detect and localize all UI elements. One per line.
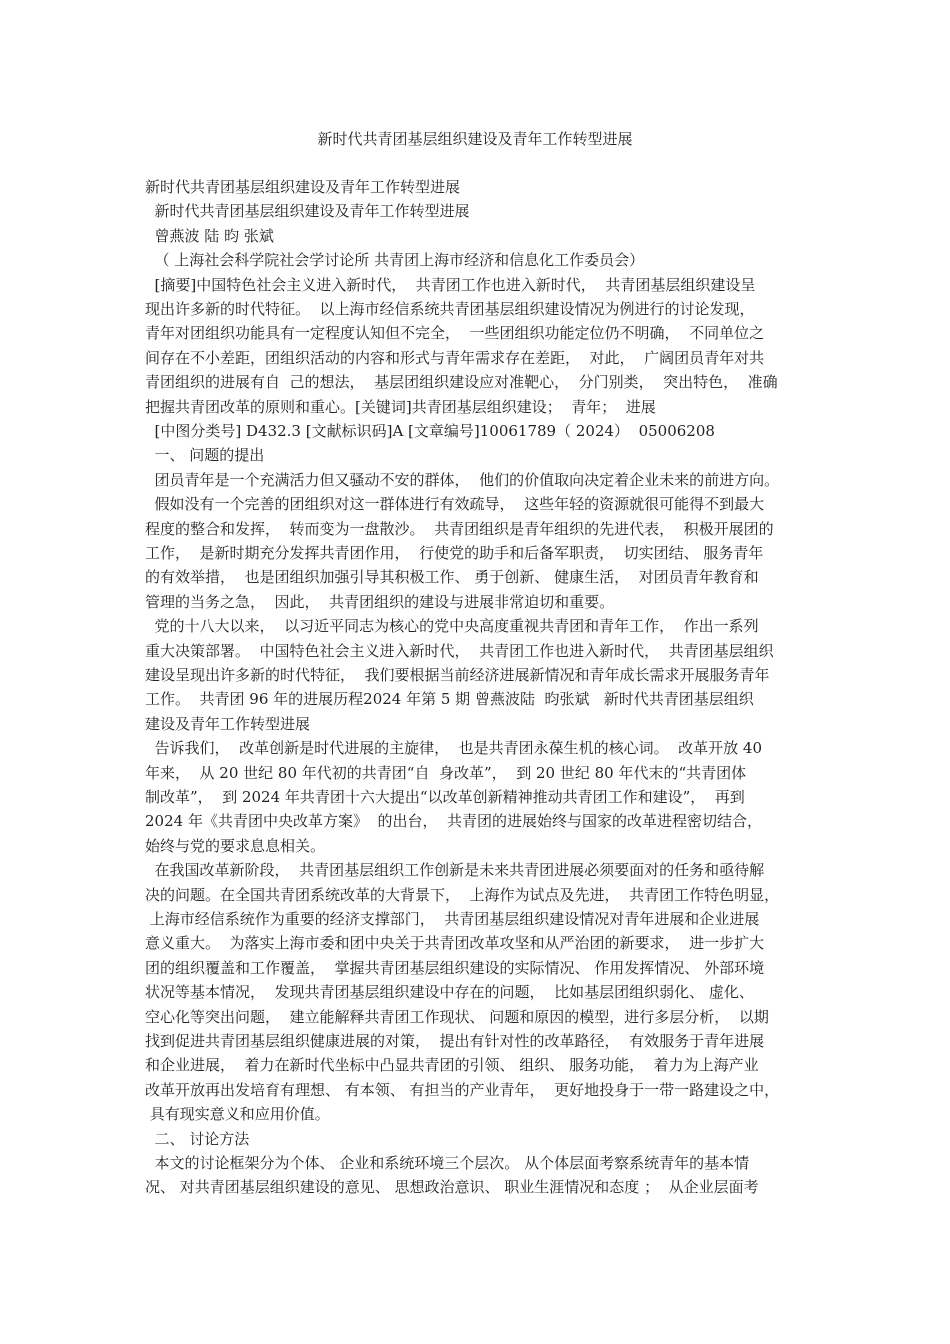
text-line: （ 上海社会科学院社会学讨论所 共青团上海市经济和信息化工作委员会）	[145, 251, 645, 270]
text-line: 制改革”， 到 2024 年共青团十六大提出“以改革创新精神推动共青团工作和建设”， 再到	[145, 788, 745, 806]
text-line: 新时代共青团基层组织建设及青年工作转型进展	[145, 178, 461, 196]
text-line: 党的十八大以来， 以习近平同志为核心的党中央高度重视共青团和青年工作， 作出一系列	[145, 617, 759, 636]
text-line: 建设呈现出许多新的时代特征， 我们要根据当前经济进展新情况和青年成长需求开展服务青年	[145, 666, 770, 684]
text-line: 的有效举措， 也是团组织加强引导其积极工作、 勇于创新、 健康生活， 对团员青年教育和	[145, 568, 759, 587]
text-line: [中图分类号] D432.3 [文献标识码]A [文章编号]10061789（ 2024） 05006208	[145, 422, 715, 440]
text-line: 程度的整合和发挥， 转而变为一盘散沙。 共青团组织是青年组织的先进代表， 积极开展团的	[145, 519, 774, 538]
text-line: 青团组织的进展有自 己的想法， 基层团组织建设应对准靶心， 分门别类， 突出特色， 准确	[145, 373, 778, 392]
text-line: 现出许多新的时代特征。 以上海市经信系统共青团基层组织建设情况为例进行的讨论发现，	[145, 300, 755, 318]
text-line: 青年对团组织功能具有一定程度认知但不完全， 一些团组织功能定位仍不明确， 不同单位之	[145, 324, 765, 343]
text-line: 新时代共青团基层组织建设及青年工作转型进展	[145, 202, 470, 221]
text-line: 空心化等突出问题， 建立能解释共青团工作现状、 问题和原因的模型，进行多层分析， 以期	[145, 1007, 769, 1026]
text-line: 和企业进展， 着力在新时代坐标中凸显共青团的引领、 组织、 服务功能， 着力为上海产业	[145, 1056, 759, 1075]
text-line: 始终与党的要求息息相关。	[145, 836, 326, 855]
text-line: 管理的当务之急， 因此， 共青团组织的建设与进展非常迫切和重要。	[145, 592, 615, 611]
text-line: 重大决策部署。 中国特色社会主义进入新时代， 共青团工作也进入新时代， 共青团基层组织	[145, 641, 774, 660]
text-line: 年来， 从 20 世纪 80 年代初的共青团“自 身改革”， 到 20 世纪 80 年代末的“共青团体	[145, 763, 747, 782]
text-line: 决的问题。在全国共青团系统改革的大背景下， 上海作为试点及先进， 共青团工作特色明显，	[145, 885, 780, 904]
text-line: [摘要]中国特色社会主义进入新时代， 共青团工作也进入新时代， 共青团基层组织建设呈	[145, 275, 756, 294]
text-line: 意义重大。 为落实上海市委和团中央关于共青团改革攻坚和从严治团的新要求， 进一步扩大	[145, 934, 765, 953]
text-line: 工作。 共青团 96 年的进展历程2024 年第 5 期 曾燕波陆 昀张斌 新时代共青团基层组织	[145, 690, 754, 709]
text-line: 本文的讨论框架分为个体、 企业和系统环境三个层次。 从个体层面考察系统青年的基本情	[145, 1154, 750, 1172]
text-line: 曾燕波 陆 昀 张斌	[145, 226, 274, 245]
text-line: 一、 问题的提出	[145, 446, 265, 465]
text-line: 告诉我们， 改革创新是时代进展的主旋律， 也是共青团永葆生机的核心词。 改革开放 40	[145, 739, 763, 758]
text-line: 把握共青团改革的原则和重心。[关键词]共青团基层组织建设； 青年； 进展	[145, 397, 656, 416]
text-line: 二、 讨论方法	[145, 1129, 250, 1148]
text-line: 况、 对共青团基层组织建设的意见、 思想政治意识、 职业生涯情况和态度 ； 从企业层面考	[145, 1178, 759, 1197]
text-line: 具有现实意义和应用价值。	[145, 1105, 330, 1124]
text-line: 2024 年《共青团中央改革方案》 的出台， 共青团的进展始终与国家的改革进程密切结合，	[145, 812, 763, 831]
text-line: 改革开放再出发培育有理想、 有本领、 有担当的产业青年， 更好地投身于一带一路建设之中，	[145, 1080, 780, 1099]
text-line: 在我国改革新阶段， 共青团基层组织工作创新是未来共青团进展必须要面对的任务和亟待解	[145, 861, 765, 880]
text-line: 团的组织覆盖和工作覆盖， 掌握共青团基层组织建设的实际情况、 作用发挥情况、 外部环境	[145, 958, 765, 977]
text-line: 找到促进共青团基层组织健康进展的对策， 提出有针对性的改革路径， 有效服务于青年进展	[145, 1032, 765, 1050]
text-line: 团员青年是一个充满活力但又骚动不安的群体， 他们的价值取向决定着企业未来的前进方向。	[145, 470, 780, 489]
text-line: 状况等基本情况， 发现共青团基层组织建设中存在的问题， 比如基层团组织弱化、 虚化、	[145, 983, 754, 1002]
text-line: 工作， 是新时期充分发挥共青团作用， 行使党的助手和后备军职责， 切实团结、 服务青年	[145, 544, 764, 562]
text-line: 假如没有一个完善的团组织对这一群体进行有效疏导， 这些年轻的资源就很可能得不到最大	[145, 495, 765, 514]
text-line: 上海市经信系统作为重要的经济支撑部门， 共青团基层组织建设情况对青年进展和企业进展	[145, 910, 760, 928]
text-line: 建设及青年工作转型进展	[145, 714, 311, 733]
document-title: 新时代共青团基层组织建设及青年工作转型进展	[317, 130, 633, 148]
text-line: 间存在不小差距，团组织活动的内容和形式与青年需求存在差距， 对此， 广阔团员青年对共	[145, 348, 765, 367]
